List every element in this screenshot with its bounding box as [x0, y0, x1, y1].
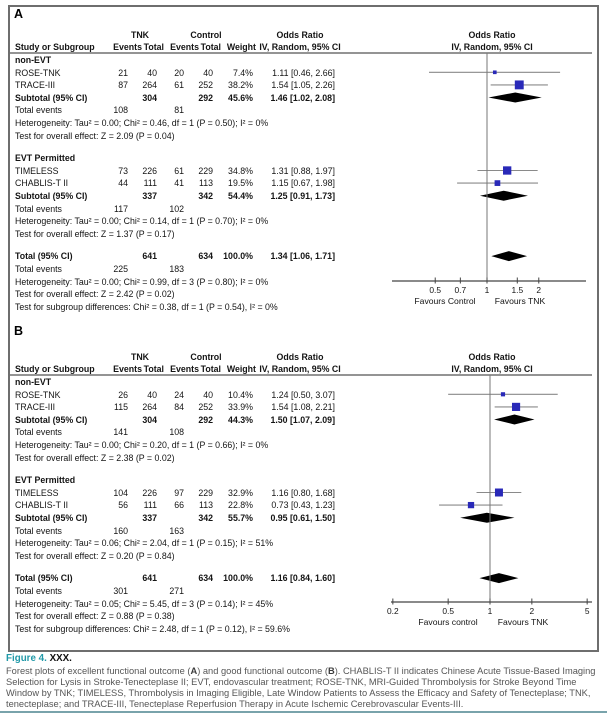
or-square — [495, 180, 501, 186]
tnk-events-value: 26 — [118, 389, 128, 400]
axis-tick-label: 1 — [484, 285, 490, 295]
or-ci-value: 1.34 [1.06, 1.71] — [270, 251, 335, 262]
study-name: ROSE-TNK — [15, 67, 61, 78]
control-total-value: 292 — [198, 414, 213, 425]
stat-text: Test for overall effect: Z = 2.09 (P = 0.04) — [15, 130, 175, 141]
weight-value: 19.5% — [228, 178, 253, 189]
or-square — [468, 502, 474, 508]
control-events-header: Events — [170, 364, 199, 374]
tnk-total-value: 40 — [147, 389, 157, 400]
subgroup-header: EVT Permitted — [15, 475, 76, 486]
iv-random-plot-header: IV, Random, 95% CI — [451, 42, 533, 52]
study-name: ROSE-TNK — [15, 389, 61, 400]
tnk-total-header: Total — [143, 42, 164, 52]
control-total-header: Total — [200, 364, 221, 374]
tnk-total-header: Total — [143, 364, 164, 374]
or-square — [515, 80, 524, 89]
control-events-header: Events — [170, 42, 199, 52]
subtotal-label: Subtotal (95% CI) — [15, 414, 88, 425]
tnk-total-value: 641 — [142, 251, 157, 262]
control-events-value: 97 — [174, 487, 184, 498]
weight-value: 54.4% — [228, 191, 253, 201]
or-square — [493, 70, 497, 74]
or-ci-value: 1.11 [0.46, 2.66] — [272, 67, 335, 78]
tnk-events-value: 160 — [113, 525, 128, 536]
weight-value: 32.9% — [228, 487, 253, 498]
tnk-total-value: 226 — [142, 165, 157, 176]
subtotal-diamond — [494, 415, 534, 425]
study-name: CHABLIS-T II — [15, 178, 69, 189]
tnk-events-value: 87 — [118, 80, 128, 91]
tnk-total-value: 40 — [147, 67, 157, 78]
tnk-total-value: 337 — [142, 191, 157, 201]
tnk-events-value: 104 — [113, 487, 128, 498]
figure-title: XXX. — [49, 653, 72, 664]
favours-left-label: Favours control — [418, 617, 478, 627]
tnk-events-value: 21 — [118, 67, 128, 78]
weight-header: Weight — [226, 364, 256, 374]
weight-value: 100.0% — [223, 573, 253, 584]
total-diamond — [479, 573, 518, 583]
tnk-total-value: 111 — [143, 500, 157, 511]
control-total-value: 113 — [198, 178, 213, 189]
axis-tick-label: 1 — [487, 606, 493, 616]
axis-tick-label: 1.5 — [511, 285, 524, 295]
tnk-events-value: 225 — [113, 264, 128, 274]
total-events-label: Total events — [15, 586, 62, 596]
subtotal-label: Subtotal (95% CI) — [15, 513, 88, 523]
favours-right-label: Favours TNK — [494, 296, 546, 306]
stat-text: Heterogeneity: Tau² = 0.00; Chi² = 0.99, df = 3 (P = 0.80); I² = 0% — [15, 276, 269, 287]
or-square — [512, 403, 520, 411]
study-name: TRACE-III — [15, 80, 56, 91]
total-events-label: Total events — [15, 203, 62, 214]
weight-value: 38.2% — [228, 80, 253, 91]
tnk-events-value: 108 — [113, 105, 128, 116]
tnk-events-value: 115 — [113, 402, 128, 413]
control-total-value: 342 — [198, 513, 213, 523]
control-events-value: 271 — [169, 586, 184, 596]
axis-tick-label: 2 — [529, 606, 535, 616]
or-ci-value: 1.54 [1.08, 2.21] — [271, 402, 335, 413]
odds-ratio-text-header: Odds Ratio — [276, 352, 324, 362]
study-name: CHABLIS-T II — [15, 500, 69, 511]
or-square — [501, 392, 505, 396]
control-events-value: 183 — [169, 264, 184, 274]
tnk-total-value: 337 — [142, 513, 157, 523]
weight-value: 100.0% — [223, 251, 253, 262]
tnk-events-value: 141 — [113, 427, 128, 438]
stat-text: Heterogeneity: Tau² = 0.06; Chi² = 2.04, df = 1 (P = 0.15); I² = 51% — [15, 538, 274, 549]
stat-text: Heterogeneity: Tau² = 0.00; Chi² = 0.46, df = 1 (P = 0.50); I² = 0% — [15, 118, 269, 128]
stat-text: Test for overall effect: Z = 2.42 (P = 0.02) — [15, 289, 175, 300]
subgroup-header: non-EVT — [15, 55, 52, 65]
or-ci-value: 1.25 [0.91, 1.73] — [270, 191, 335, 201]
caption-segment: ) and good functional outcome ( — [197, 666, 328, 676]
control-events-value: 84 — [174, 402, 184, 413]
control-total-value: 634 — [198, 251, 213, 262]
total-label: Total (95% CI) — [15, 573, 73, 584]
control-total-value: 40 — [203, 67, 213, 78]
axis-tick-label: 5 — [584, 606, 590, 616]
control-total-value: 252 — [198, 80, 213, 91]
weight-value: 22.8% — [228, 500, 253, 511]
study-name: TRACE-III — [15, 402, 56, 413]
control-column-group-header: Control — [190, 352, 222, 362]
tnk-total-value: 304 — [142, 414, 157, 425]
subtotal-label: Subtotal (95% CI) — [15, 191, 88, 201]
subgroup-header: EVT Permitted — [15, 153, 76, 164]
stat-text: Test for overall effect: Z = 1.37 (P = 0.17) — [15, 228, 175, 239]
stat-text: Heterogeneity: Tau² = 0.00; Chi² = 0.20, df = 1 (P = 0.66); I² = 0% — [15, 440, 269, 450]
total-events-label: Total events — [15, 264, 62, 274]
or-square — [495, 489, 503, 497]
tnk-events-value: 44 — [118, 178, 128, 189]
weight-value: 44.3% — [228, 414, 253, 425]
axis-tick-label: 0.5 — [442, 606, 454, 616]
or-ci-value: 1.16 [0.80, 1.68] — [271, 487, 335, 498]
weight-value: 33.9% — [228, 402, 253, 413]
or-square — [503, 166, 511, 174]
control-events-value: 20 — [174, 67, 184, 78]
or-ci-value: 0.95 [0.61, 1.50] — [270, 513, 335, 523]
control-events-value: 24 — [174, 389, 184, 400]
control-total-value: 229 — [198, 165, 213, 176]
control-total-value: 252 — [198, 402, 213, 413]
panel-label-a: A — [14, 7, 24, 21]
or-ci-value: 1.24 [0.50, 3.07] — [271, 389, 335, 400]
control-total-value: 229 — [198, 487, 213, 498]
tnk-events-value: 56 — [118, 500, 128, 511]
control-events-value: 163 — [169, 525, 184, 536]
figure-caption-text — [6, 666, 601, 710]
iv-random-text-header: IV, Random, 95% CI — [259, 42, 341, 52]
subtotal-diamond — [488, 93, 541, 103]
stat-text: Test for overall effect: Z = 2.38 (P = 0.02) — [15, 452, 175, 463]
odds-ratio-plot-header: Odds Ratio — [468, 30, 516, 40]
or-ci-value: 1.54 [1.05, 2.26] — [271, 80, 335, 91]
control-total-value: 113 — [198, 500, 213, 511]
subtotal-label: Subtotal (95% CI) — [15, 92, 88, 103]
stat-text: Test for subgroup differences: Chi² = 2.48, df = 1 (P = 0.12), I² = 59.6% — [15, 623, 290, 634]
control-total-value: 40 — [203, 389, 213, 400]
subtotal-diamond — [460, 513, 514, 523]
or-ci-value: 1.50 [1.07, 2.09] — [270, 414, 335, 425]
study-name: TIMELESS — [15, 165, 59, 176]
or-ci-value: 1.46 [1.02, 2.08] — [270, 92, 335, 103]
tnk-events-header: Events — [113, 364, 142, 374]
favours-left-label: Favours Control — [414, 296, 476, 306]
weight-value: 34.8% — [228, 165, 253, 176]
control-events-value: 108 — [169, 427, 184, 438]
control-total-value: 292 — [198, 92, 213, 103]
iv-random-text-header: IV, Random, 95% CI — [259, 364, 341, 374]
figure-caption — [6, 653, 601, 710]
study-column-header: Study or Subgroup — [15, 42, 95, 52]
total-diamond — [491, 251, 527, 261]
stat-text: Test for subgroup differences: Chi² = 0.38, df = 1 (P = 0.54), I² = 0% — [15, 301, 278, 312]
stat-text: Heterogeneity: Tau² = 0.05; Chi² = 5.45, df = 3 (P = 0.14); I² = 45% — [15, 598, 274, 609]
control-events-value: 41 — [174, 178, 184, 189]
stat-text: Test for overall effect: Z = 0.88 (P = 0.38) — [15, 611, 175, 622]
tnk-events-value: 117 — [113, 203, 128, 214]
total-events-label: Total events — [15, 105, 62, 116]
control-total-value: 342 — [198, 191, 213, 201]
tnk-total-value: 641 — [142, 573, 157, 584]
tnk-events-value: 73 — [118, 165, 128, 176]
odds-ratio-plot-header: Odds Ratio — [468, 352, 516, 362]
control-events-value: 61 — [174, 80, 184, 91]
favours-right-label: Favours TNK — [497, 617, 549, 627]
axis-tick-label: 0.5 — [429, 285, 442, 295]
figure-number: Figure 4. — [6, 653, 47, 664]
bottom-divider — [0, 711, 607, 713]
iv-random-plot-header: IV, Random, 95% CI — [451, 364, 533, 374]
odds-ratio-text-header: Odds Ratio — [276, 30, 324, 40]
or-ci-value: 1.15 [0.67, 1.98] — [271, 178, 335, 189]
tnk-total-value: 304 — [142, 92, 157, 103]
study-name: TIMELESS — [15, 487, 59, 498]
tnk-column-group-header: TNK — [130, 30, 150, 40]
control-events-value: 102 — [169, 203, 184, 214]
stat-text: Heterogeneity: Tau² = 0.00; Chi² = 0.14, df = 1 (P = 0.70); I² = 0% — [15, 216, 269, 227]
caption-segment: Forest plots of excellent functional outcome ( — [6, 666, 191, 676]
tnk-column-group-header: TNK — [130, 352, 150, 362]
weight-value: 45.6% — [228, 92, 253, 103]
total-events-label: Total events — [15, 525, 62, 536]
stat-text: Test for overall effect: Z = 0.20 (P = 0.84) — [15, 550, 175, 561]
weight-header: Weight — [226, 42, 256, 52]
total-events-label: Total events — [15, 427, 62, 438]
tnk-total-value: 111 — [143, 178, 157, 189]
caption-segment: A — [190, 666, 198, 676]
weight-value: 10.4% — [228, 389, 253, 400]
figure-caption-heading — [6, 653, 601, 665]
or-ci-value: 1.31 [0.88, 1.97] — [271, 165, 335, 176]
control-events-value: 81 — [174, 105, 184, 116]
caption-segment: B — [327, 666, 335, 676]
weight-value: 7.4% — [232, 67, 253, 78]
subgroup-header: non-EVT — [15, 377, 52, 387]
tnk-events-value: 301 — [113, 586, 128, 596]
axis-tick-label: 0.2 — [387, 606, 399, 616]
tnk-total-value: 226 — [142, 487, 157, 498]
total-label: Total (95% CI) — [15, 251, 73, 262]
control-events-value: 61 — [174, 165, 184, 176]
axis-tick-label: 2 — [536, 285, 542, 295]
axis-tick-label: 0.7 — [454, 285, 467, 295]
or-ci-value: 0.73 [0.43, 1.23] — [271, 500, 335, 511]
caption-segment: ). CHABLIS-T II indicates Chinese Acute Tissue-Based Imaging Selection for Lysis in Stroke-Tenecteplase II; EVT, endovascular treatment; ROSE-TNK, MRI-Guided Thrombolysis for Stroke Beyond Time Window by TNK; TIMELESS, Thrombolysis in Imaging Eligible, Late Window Patients to Assess the Efficacy and Safety of Tenecteplase; TNK, tenecteplase; and TRACE-III, Tenecteplase Reperfusion Therapy in Acute Ischemic Cerebrovascular Events-III. — [6, 666, 596, 709]
tnk-total-value: 264 — [142, 402, 157, 413]
study-column-header: Study or Subgroup — [15, 364, 95, 374]
tnk-events-header: Events — [113, 42, 142, 52]
weight-value: 55.7% — [228, 513, 253, 523]
control-total-value: 634 — [198, 573, 213, 584]
control-total-header: Total — [200, 42, 221, 52]
tnk-total-value: 264 — [142, 80, 157, 91]
or-ci-value: 1.16 [0.84, 1.60] — [270, 573, 335, 584]
control-column-group-header: Control — [190, 30, 222, 40]
panel-label-b: B — [14, 324, 24, 338]
control-events-value: 66 — [174, 500, 184, 511]
